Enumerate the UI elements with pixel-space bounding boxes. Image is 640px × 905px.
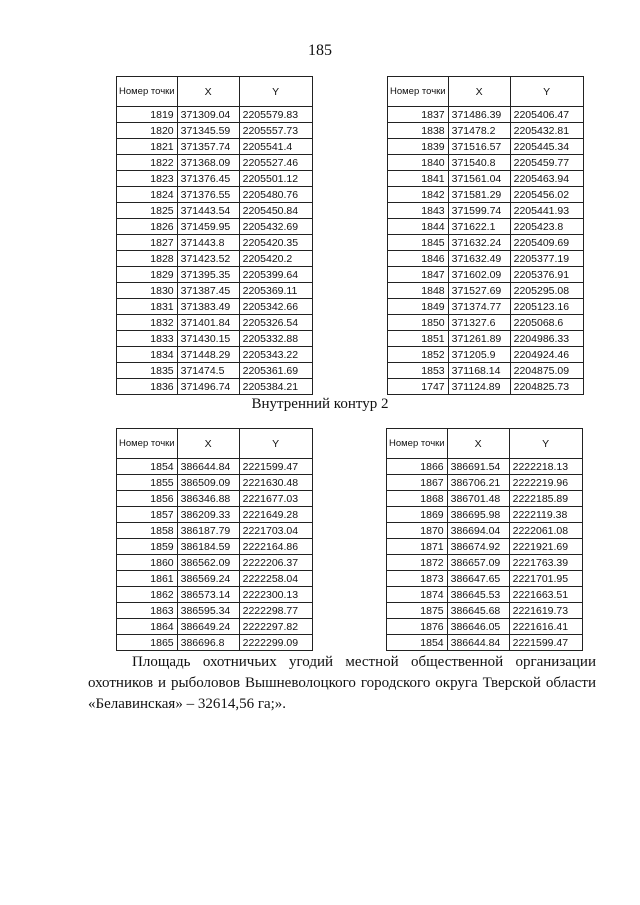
table-row (387, 507, 583, 523)
point-number-cell: 1854 (387, 635, 448, 651)
x-cell: 386644.84 (177, 459, 239, 475)
x-cell: 386694.04 (447, 523, 509, 539)
y-cell: 2222206.37 (239, 555, 312, 571)
y-cell: 2205343.22 (239, 347, 312, 363)
y-cell: 2222219.96 (509, 475, 582, 491)
y-cell: 2205332.88 (239, 331, 312, 347)
x-cell: 386184.59 (177, 539, 239, 555)
x-cell: 386695.98 (447, 507, 509, 523)
y-cell: 2221663.51 (509, 587, 582, 603)
point-number-cell: 1853 (388, 363, 449, 379)
x-cell: 371599.74 (448, 203, 510, 219)
table-row (387, 539, 583, 555)
x-cell: 371376.55 (177, 187, 239, 203)
point-number-cell: 1835 (117, 363, 178, 379)
y-cell: 2221649.28 (239, 507, 312, 523)
table-row (388, 363, 584, 379)
table-row (117, 619, 313, 635)
point-number-cell: 1834 (117, 347, 178, 363)
x-cell: 386644.84 (447, 635, 509, 651)
x-cell: 371327.6 (448, 315, 510, 331)
table-row (117, 139, 313, 155)
y-cell: 2205541.4 (239, 139, 312, 155)
y-cell: 2205409.69 (510, 235, 583, 251)
point-number-cell: 1822 (117, 155, 178, 171)
point-number-cell: 1823 (117, 171, 178, 187)
x-cell: 371486.39 (448, 107, 510, 123)
table-row (387, 587, 583, 603)
x-cell: 371602.09 (448, 267, 510, 283)
point-number-cell: 1854 (117, 459, 178, 475)
y-cell: 2205432.69 (239, 219, 312, 235)
x-cell: 371423.52 (177, 251, 239, 267)
point-number-cell: 1851 (388, 331, 449, 347)
table-row (117, 155, 313, 171)
point-number-cell: 1833 (117, 331, 178, 347)
x-cell: 371581.29 (448, 187, 510, 203)
point-number-cell: 1747 (388, 379, 449, 395)
x-cell: 386645.53 (447, 587, 509, 603)
point-number-cell: 1875 (387, 603, 448, 619)
table-row (117, 299, 313, 315)
y-cell: 2205399.64 (239, 267, 312, 283)
x-cell: 371168.14 (448, 363, 510, 379)
y-cell: 2205377.19 (510, 251, 583, 267)
point-number-cell: 1873 (387, 571, 448, 587)
x-cell: 386691.54 (447, 459, 509, 475)
x-cell: 371124.89 (448, 379, 510, 395)
x-cell: 371443.54 (177, 203, 239, 219)
point-number-cell: 1821 (117, 139, 178, 155)
y-cell: 2221921.69 (509, 539, 582, 555)
x-cell: 386646.05 (447, 619, 509, 635)
y-cell: 2205295.08 (510, 283, 583, 299)
x-cell: 386706.21 (447, 475, 509, 491)
y-cell: 2205326.54 (239, 315, 312, 331)
point-number-cell: 1845 (388, 235, 449, 251)
x-cell: 371395.35 (177, 267, 239, 283)
table-row (387, 555, 583, 571)
table-row (117, 523, 313, 539)
table-row (117, 459, 313, 475)
table-row (117, 475, 313, 491)
x-cell: 386562.09 (177, 555, 239, 571)
table-row (388, 235, 584, 251)
x-cell: 371357.74 (177, 139, 239, 155)
point-number-cell: 1842 (388, 187, 449, 203)
point-number-cell: 1865 (117, 635, 178, 651)
point-number-cell: 1856 (117, 491, 178, 507)
table-row (387, 491, 583, 507)
header-x: X (447, 429, 509, 459)
x-cell: 386674.92 (447, 539, 509, 555)
header-x: X (448, 77, 510, 107)
x-cell: 371374.77 (448, 299, 510, 315)
x-cell: 371459.95 (177, 219, 239, 235)
point-number-cell: 1831 (117, 299, 178, 315)
point-number-cell: 1825 (117, 203, 178, 219)
point-number-cell: 1841 (388, 171, 449, 187)
y-cell: 2205456.02 (510, 187, 583, 203)
table-row (388, 139, 584, 155)
table-row (117, 107, 313, 123)
table-row (117, 635, 313, 651)
header-point-number: Номер точки (387, 429, 448, 459)
y-cell: 2205557.73 (239, 123, 312, 139)
table-header-row (117, 429, 313, 459)
header-x: X (177, 429, 239, 459)
y-cell: 2205376.91 (510, 267, 583, 283)
area-paragraph: Площадь охотничьих угодий местной общественной организации охотников и рыболовов Вышневолоцкого городского округа Тверской области «Белавинская» – 32614,56 га;». (88, 654, 596, 712)
x-cell: 371309.04 (177, 107, 239, 123)
x-cell: 371205.9 (448, 347, 510, 363)
y-cell: 2204875.09 (510, 363, 583, 379)
point-number-cell: 1848 (388, 283, 449, 299)
y-cell: 2205579.83 (239, 107, 312, 123)
y-cell: 2205423.8 (510, 219, 583, 235)
table-row (117, 123, 313, 139)
table-row (117, 603, 313, 619)
point-number-cell: 1832 (117, 315, 178, 331)
x-cell: 371383.49 (177, 299, 239, 315)
table-row (388, 155, 584, 171)
point-number-cell: 1869 (387, 507, 448, 523)
table-row (388, 251, 584, 267)
y-cell: 2205342.66 (239, 299, 312, 315)
x-cell: 386209.33 (177, 507, 239, 523)
y-cell: 2204986.33 (510, 331, 583, 347)
point-number-cell: 1859 (117, 539, 178, 555)
table-row (387, 571, 583, 587)
x-cell: 386573.14 (177, 587, 239, 603)
x-cell: 371632.24 (448, 235, 510, 251)
y-cell: 2205480.76 (239, 187, 312, 203)
table-row (388, 267, 584, 283)
table-row (387, 459, 583, 475)
x-cell: 386569.24 (177, 571, 239, 587)
y-cell: 2221763.39 (509, 555, 582, 571)
point-number-cell: 1872 (387, 555, 448, 571)
y-cell: 2205501.12 (239, 171, 312, 187)
page-number: 185 (308, 42, 332, 59)
table-row (388, 203, 584, 219)
point-number-cell: 1852 (388, 347, 449, 363)
point-number-cell: 1828 (117, 251, 178, 267)
y-cell: 2205432.81 (510, 123, 583, 139)
y-cell: 2221599.47 (509, 635, 582, 651)
y-cell: 2222119.38 (509, 507, 582, 523)
y-cell: 2221616.41 (509, 619, 582, 635)
point-number-cell: 1840 (388, 155, 449, 171)
point-number-cell: 1861 (117, 571, 178, 587)
point-number-cell: 1819 (117, 107, 178, 123)
table-row (388, 331, 584, 347)
header-point-number: Номер точки (117, 77, 178, 107)
x-cell: 386645.68 (447, 603, 509, 619)
x-cell: 386701.48 (447, 491, 509, 507)
point-number-cell: 1876 (387, 619, 448, 635)
point-number-cell: 1820 (117, 123, 178, 139)
header-x: X (177, 77, 239, 107)
point-number-cell: 1838 (388, 123, 449, 139)
table-row (117, 315, 313, 331)
y-cell: 2222297.82 (239, 619, 312, 635)
x-cell: 386187.79 (177, 523, 239, 539)
table-row (388, 379, 584, 395)
coordinates-table-4 (386, 428, 583, 651)
point-number-cell: 1858 (117, 523, 178, 539)
point-number-cell: 1826 (117, 219, 178, 235)
table-row (388, 283, 584, 299)
table-row (387, 619, 583, 635)
point-number-cell: 1849 (388, 299, 449, 315)
point-number-cell: 1836 (117, 379, 178, 395)
table-row (388, 123, 584, 139)
x-cell: 386649.24 (177, 619, 239, 635)
table-row (117, 555, 313, 571)
y-cell: 2205420.2 (239, 251, 312, 267)
y-cell: 2205441.93 (510, 203, 583, 219)
coordinates-table-1 (116, 76, 313, 395)
table-row (117, 539, 313, 555)
point-number-cell: 1860 (117, 555, 178, 571)
x-cell: 371401.84 (177, 315, 239, 331)
point-number-cell: 1871 (387, 539, 448, 555)
y-cell: 2205384.21 (239, 379, 312, 395)
y-cell: 2204924.46 (510, 347, 583, 363)
y-cell: 2221619.73 (509, 603, 582, 619)
point-number-cell: 1843 (388, 203, 449, 219)
table-row (117, 219, 313, 235)
coordinates-table-2 (387, 76, 584, 395)
y-cell: 2221599.47 (239, 459, 312, 475)
x-cell: 371527.69 (448, 283, 510, 299)
point-number-cell: 1837 (388, 107, 449, 123)
header-y: Y (510, 77, 583, 107)
y-cell: 2205068.6 (510, 315, 583, 331)
point-number-cell: 1874 (387, 587, 448, 603)
point-number-cell: 1844 (388, 219, 449, 235)
x-cell: 371448.29 (177, 347, 239, 363)
x-cell: 371345.59 (177, 123, 239, 139)
x-cell: 386509.09 (177, 475, 239, 491)
table-row (387, 603, 583, 619)
table-row (388, 187, 584, 203)
point-number-cell: 1857 (117, 507, 178, 523)
x-cell: 371261.89 (448, 331, 510, 347)
y-cell: 2222164.86 (239, 539, 312, 555)
x-cell: 371632.49 (448, 251, 510, 267)
point-number-cell: 1850 (388, 315, 449, 331)
y-cell: 2221677.03 (239, 491, 312, 507)
y-cell: 2205527.46 (239, 155, 312, 171)
x-cell: 371443.8 (177, 235, 239, 251)
x-cell: 371387.45 (177, 283, 239, 299)
table-row (117, 235, 313, 251)
table-row (388, 107, 584, 123)
table-row (117, 251, 313, 267)
table-row (117, 507, 313, 523)
y-cell: 2205445.34 (510, 139, 583, 155)
table-row (387, 635, 583, 651)
table-row (117, 491, 313, 507)
x-cell: 386696.8 (177, 635, 239, 651)
y-cell: 2221701.95 (509, 571, 582, 587)
x-cell: 371474.5 (177, 363, 239, 379)
table-row (388, 171, 584, 187)
header-y: Y (239, 77, 312, 107)
x-cell: 386647.65 (447, 571, 509, 587)
table-row (117, 379, 313, 395)
table-row (117, 347, 313, 363)
x-cell: 371540.8 (448, 155, 510, 171)
table-row (117, 587, 313, 603)
table-row (388, 219, 584, 235)
y-cell: 2222300.13 (239, 587, 312, 603)
x-cell: 371496.74 (177, 379, 239, 395)
section-title: Внутренний контур 2 (251, 396, 389, 412)
x-cell: 386346.88 (177, 491, 239, 507)
table-row (387, 475, 583, 491)
point-number-cell: 1839 (388, 139, 449, 155)
x-cell: 371516.57 (448, 139, 510, 155)
x-cell: 371376.45 (177, 171, 239, 187)
table-row (117, 171, 313, 187)
y-cell: 2221630.48 (239, 475, 312, 491)
y-cell: 2205450.84 (239, 203, 312, 219)
table-row (117, 571, 313, 587)
y-cell: 2222258.04 (239, 571, 312, 587)
coordinates-table-3 (116, 428, 313, 651)
y-cell: 2205361.69 (239, 363, 312, 379)
y-cell: 2222218.13 (509, 459, 582, 475)
y-cell: 2205463.94 (510, 171, 583, 187)
point-number-cell: 1855 (117, 475, 178, 491)
table-row (117, 267, 313, 283)
y-cell: 2205406.47 (510, 107, 583, 123)
table-row (117, 283, 313, 299)
x-cell: 386595.34 (177, 603, 239, 619)
y-cell: 2204825.73 (510, 379, 583, 395)
point-number-cell: 1847 (388, 267, 449, 283)
x-cell: 371430.15 (177, 331, 239, 347)
point-number-cell: 1870 (387, 523, 448, 539)
y-cell: 2222061.08 (509, 523, 582, 539)
y-cell: 2222298.77 (239, 603, 312, 619)
y-cell: 2221703.04 (239, 523, 312, 539)
point-number-cell: 1864 (117, 619, 178, 635)
y-cell: 2222185.89 (509, 491, 582, 507)
table-row (388, 299, 584, 315)
x-cell: 371478.2 (448, 123, 510, 139)
point-number-cell: 1867 (387, 475, 448, 491)
table-row (117, 203, 313, 219)
point-number-cell: 1824 (117, 187, 178, 203)
y-cell: 2205369.11 (239, 283, 312, 299)
point-number-cell: 1866 (387, 459, 448, 475)
table-header-row (388, 77, 584, 107)
y-cell: 2205459.77 (510, 155, 583, 171)
header-y: Y (509, 429, 582, 459)
x-cell: 371622.1 (448, 219, 510, 235)
point-number-cell: 1829 (117, 267, 178, 283)
point-number-cell: 1868 (387, 491, 448, 507)
y-cell: 2205420.35 (239, 235, 312, 251)
point-number-cell: 1846 (388, 251, 449, 267)
header-y: Y (239, 429, 312, 459)
x-cell: 371368.09 (177, 155, 239, 171)
table-header-row (117, 77, 313, 107)
x-cell: 386657.09 (447, 555, 509, 571)
y-cell: 2205123.16 (510, 299, 583, 315)
header-point-number: Номер точки (117, 429, 178, 459)
table-row (388, 347, 584, 363)
table-header-row (387, 429, 583, 459)
table-row (117, 187, 313, 203)
y-cell: 2222299.09 (239, 635, 312, 651)
point-number-cell: 1863 (117, 603, 178, 619)
table-row (387, 523, 583, 539)
table-row (388, 315, 584, 331)
point-number-cell: 1862 (117, 587, 178, 603)
header-point-number: Номер точки (388, 77, 449, 107)
table-row (117, 331, 313, 347)
x-cell: 371561.04 (448, 171, 510, 187)
point-number-cell: 1827 (117, 235, 178, 251)
point-number-cell: 1830 (117, 283, 178, 299)
table-row (117, 363, 313, 379)
